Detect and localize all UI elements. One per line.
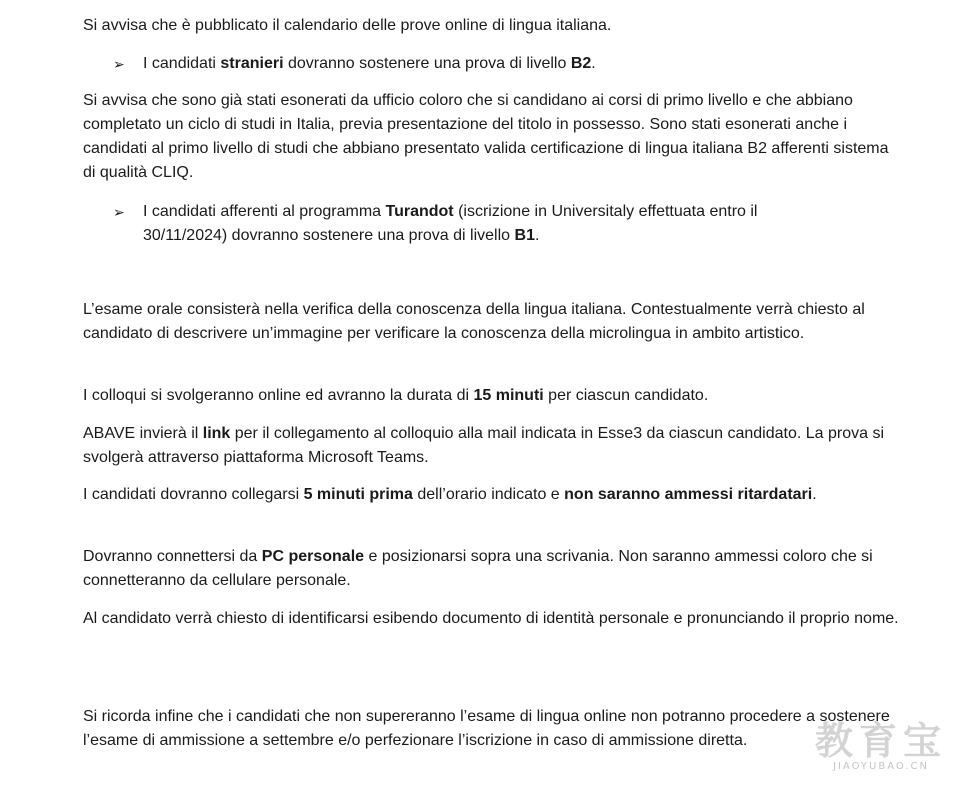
paragraph-exemptions: Si avvisa che sono già stati esonerati da ufficio coloro che si candidano ai corsi di primo livello e che abbiano completato un ciclo di studi in Italia, previa presentazione del titolo in possesso. Sono stati esonerati anche i candidati al primo livello di studi che abbiano presentato valida certificazione di lingua italiana B2 afferenti sistema di qualità CLIQ. — [83, 92, 889, 181]
paragraph-oral-exam: L’esame orale consisterà nella verifica della conoscenza della lingua italiana. Contestualmente verrà chiesto al candidato di descrivere un’immagine per verificare la conoscenza della microlingua in ambito artistico. — [83, 301, 865, 342]
bold-text: Turandot — [385, 203, 454, 220]
paragraph-calendar-notice: Si avvisa che è pubblicato il calendario delle prove online di lingua italiana. — [83, 17, 612, 34]
bold-text: non saranno ammessi ritardatari — [564, 486, 813, 503]
bullet-text: I candidati stranieri dovranno sostenere una prova di livello B2. — [143, 55, 596, 72]
bullet-text: I candidati afferenti al programma Turandot (iscrizione in Universitaly effettuata entro il 30/11/2024) dovranno sostenere una prova di livello B1. — [143, 203, 758, 244]
watermark-logo — [815, 721, 947, 773]
paragraph-final-reminder: Si ricorda infine che i candidati che non supereranno l’esame di lingua online non potranno procedere a sostenere l’esame di ammissione a settembre e/o perfezionare l’iscrizione in caso di ammissione diretta. — [83, 708, 890, 749]
watermark-sub-text: JIAOYUBAO.CN — [833, 761, 929, 772]
paragraph-device: Dovranno connettersi da PC personale e posizionarsi sopra una scrivania. Non saranno ammessi coloro che si connetteranno da cellulare personale. — [83, 548, 873, 589]
bold-text: 15 minuti — [473, 387, 544, 404]
watermark-main-text: 教育宝 — [814, 719, 947, 763]
bold-text: link — [202, 425, 231, 442]
paragraph-punctuality: I candidati dovranno collegarsi 5 minuti prima dell’orario indicato e non saranno ammessi ritardatari. — [83, 486, 817, 503]
bold-text: stranieri — [220, 55, 284, 72]
bold-text: B2 — [570, 55, 592, 72]
paragraph-duration: I colloqui si svolgeranno online ed avranno la durata di 15 minuti per ciascun candidato. — [83, 387, 709, 404]
paragraph-identification: Al candidato verrà chiesto di identificarsi esibendo documento di identità personale e pronunciando il proprio nome. — [83, 610, 899, 627]
bold-text: PC personale — [261, 548, 365, 565]
arrow-bullet-icon: ➢ — [113, 56, 125, 72]
paragraph-link: ABAVE invierà il link per il collegamento al colloquio alla mail indicata in Esse3 da ciascun candidato. La prova si svolgerà attraverso piattaforma Microsoft Teams. — [83, 425, 885, 466]
arrow-bullet-icon: ➢ — [113, 204, 125, 220]
bold-text: B1 — [514, 227, 535, 244]
bold-text: 5 minuti prima — [303, 486, 413, 503]
